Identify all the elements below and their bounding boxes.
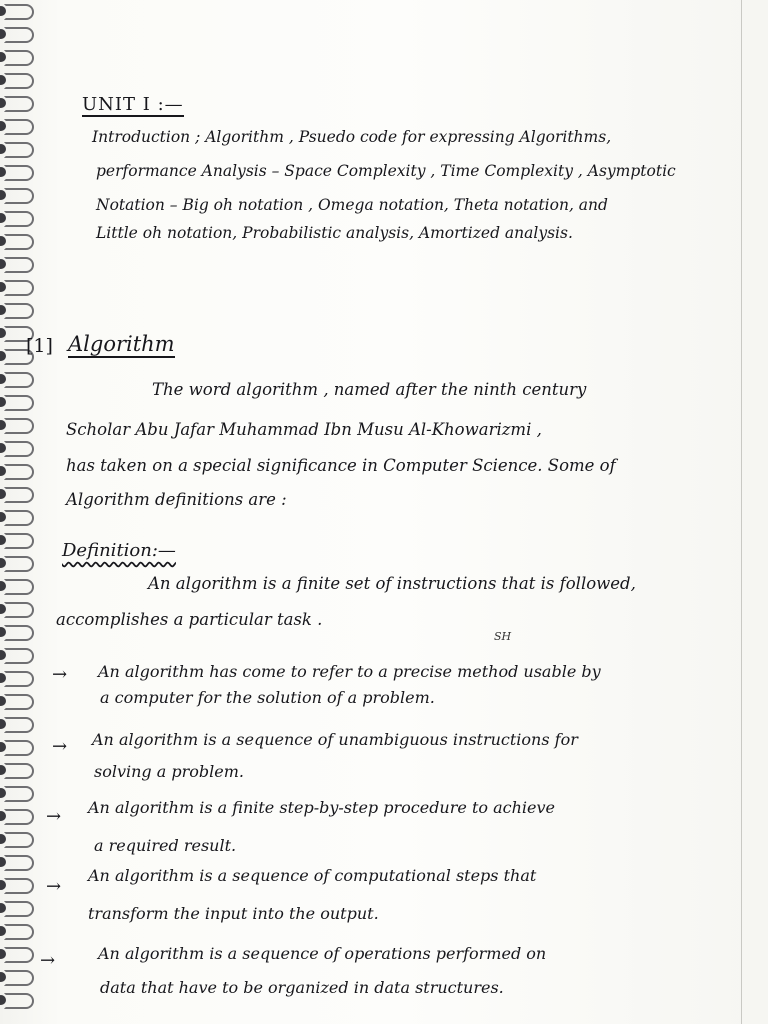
spiral-ring <box>4 510 34 526</box>
spiral-ring <box>4 924 34 940</box>
spiral-ring <box>4 947 34 963</box>
spiral-ring <box>4 280 34 296</box>
bullet-4-line-2: transform the input into the output. <box>88 904 379 923</box>
spiral-ring <box>4 694 34 710</box>
bullet-3-line-1: An algorithm is a finite step-by-step procedure to achieve <box>88 798 555 817</box>
unit-heading: UNIT I :— <box>82 94 184 115</box>
syllabus-line-3: Notation – Big oh notation , Omega notation, Theta notation, and <box>96 196 608 214</box>
definition-line-1: An algorithm is a finite set of instructions that is followed, <box>148 574 636 593</box>
spiral-ring <box>4 119 34 135</box>
syllabus-line-4: Little oh notation, Probabilistic analysis, Amortized analysis. <box>96 224 573 242</box>
bullet-arrow: → <box>46 806 62 827</box>
spiral-ring <box>4 142 34 158</box>
spiral-ring <box>4 855 34 871</box>
spiral-ring <box>4 188 34 204</box>
definition-heading: Definition:— <box>62 540 176 561</box>
spiral-ring <box>4 671 34 687</box>
bullet-4-line-1: An algorithm is a sequence of computational steps that <box>88 866 537 885</box>
spiral-ring <box>4 763 34 779</box>
spiral-ring <box>4 234 34 250</box>
spiral-ring <box>4 786 34 802</box>
bullet-2-line-2: solving a problem. <box>94 762 244 781</box>
spiral-ring <box>4 579 34 595</box>
spiral-ring <box>4 832 34 848</box>
spiral-ring <box>4 418 34 434</box>
syllabus-line-1: Introduction ; Algorithm , Psuedo code for expressing Algorithms, <box>92 128 612 146</box>
syllabus-line-2: performance Analysis – Space Complexity , Time Complexity , Asymptotic <box>96 162 676 180</box>
bullet-5-line-1: An algorithm is a sequence of operations performed on <box>98 944 547 963</box>
bullet-1-line-2: a computer for the solution of a problem. <box>100 688 435 707</box>
bullet-arrow: → <box>46 876 62 897</box>
margin-note: SH <box>494 630 512 643</box>
spiral-ring <box>4 602 34 618</box>
intro-line-4: Algorithm definitions are : <box>66 490 287 509</box>
intro-line-3: has taken on a special significance in Computer Science. Some of <box>66 456 616 475</box>
spiral-ring <box>4 648 34 664</box>
bullet-arrow: → <box>52 736 68 757</box>
spiral-ring <box>4 740 34 756</box>
spiral-ring <box>4 73 34 89</box>
spiral-ring <box>4 372 34 388</box>
spiral-ring <box>4 993 34 1009</box>
spiral-ring <box>4 50 34 66</box>
spiral-ring <box>4 901 34 917</box>
bullet-arrow: → <box>40 950 56 971</box>
spiral-ring <box>4 533 34 549</box>
spiral-ring <box>4 809 34 825</box>
spiral-binding <box>0 0 44 1024</box>
bullet-1-line-1: An algorithm has come to refer to a precise method usable by <box>98 662 601 681</box>
spiral-ring <box>4 464 34 480</box>
bullet-2-line-1: An algorithm is a sequence of unambiguous instructions for <box>92 730 578 749</box>
spiral-ring <box>4 165 34 181</box>
spiral-ring <box>4 487 34 503</box>
spiral-ring <box>4 625 34 641</box>
spiral-ring <box>4 4 34 20</box>
intro-line-2: Scholar Abu Jafar Muhammad Ibn Musu Al-Khowarizmi , <box>66 420 542 439</box>
definition-line-2: accomplishes a particular task . <box>56 610 323 629</box>
spiral-ring <box>4 303 34 319</box>
spiral-ring <box>4 96 34 112</box>
spiral-ring <box>4 878 34 894</box>
bullet-3-line-2: a required result. <box>94 836 237 855</box>
spiral-ring <box>4 441 34 457</box>
spiral-ring <box>4 395 34 411</box>
spiral-ring <box>4 211 34 227</box>
section-number: [1] <box>26 335 53 357</box>
section-title: Algorithm <box>68 332 175 356</box>
intro-line-1: The word algorithm , named after the ninth century <box>152 380 587 399</box>
spiral-ring <box>4 556 34 572</box>
margin-line <box>741 0 742 1024</box>
bullet-5-line-2: data that have to be organized in data structures. <box>100 978 504 997</box>
bullet-arrow: → <box>52 664 68 685</box>
spiral-ring <box>4 27 34 43</box>
spiral-ring <box>4 257 34 273</box>
spiral-ring <box>4 717 34 733</box>
spiral-ring <box>4 970 34 986</box>
